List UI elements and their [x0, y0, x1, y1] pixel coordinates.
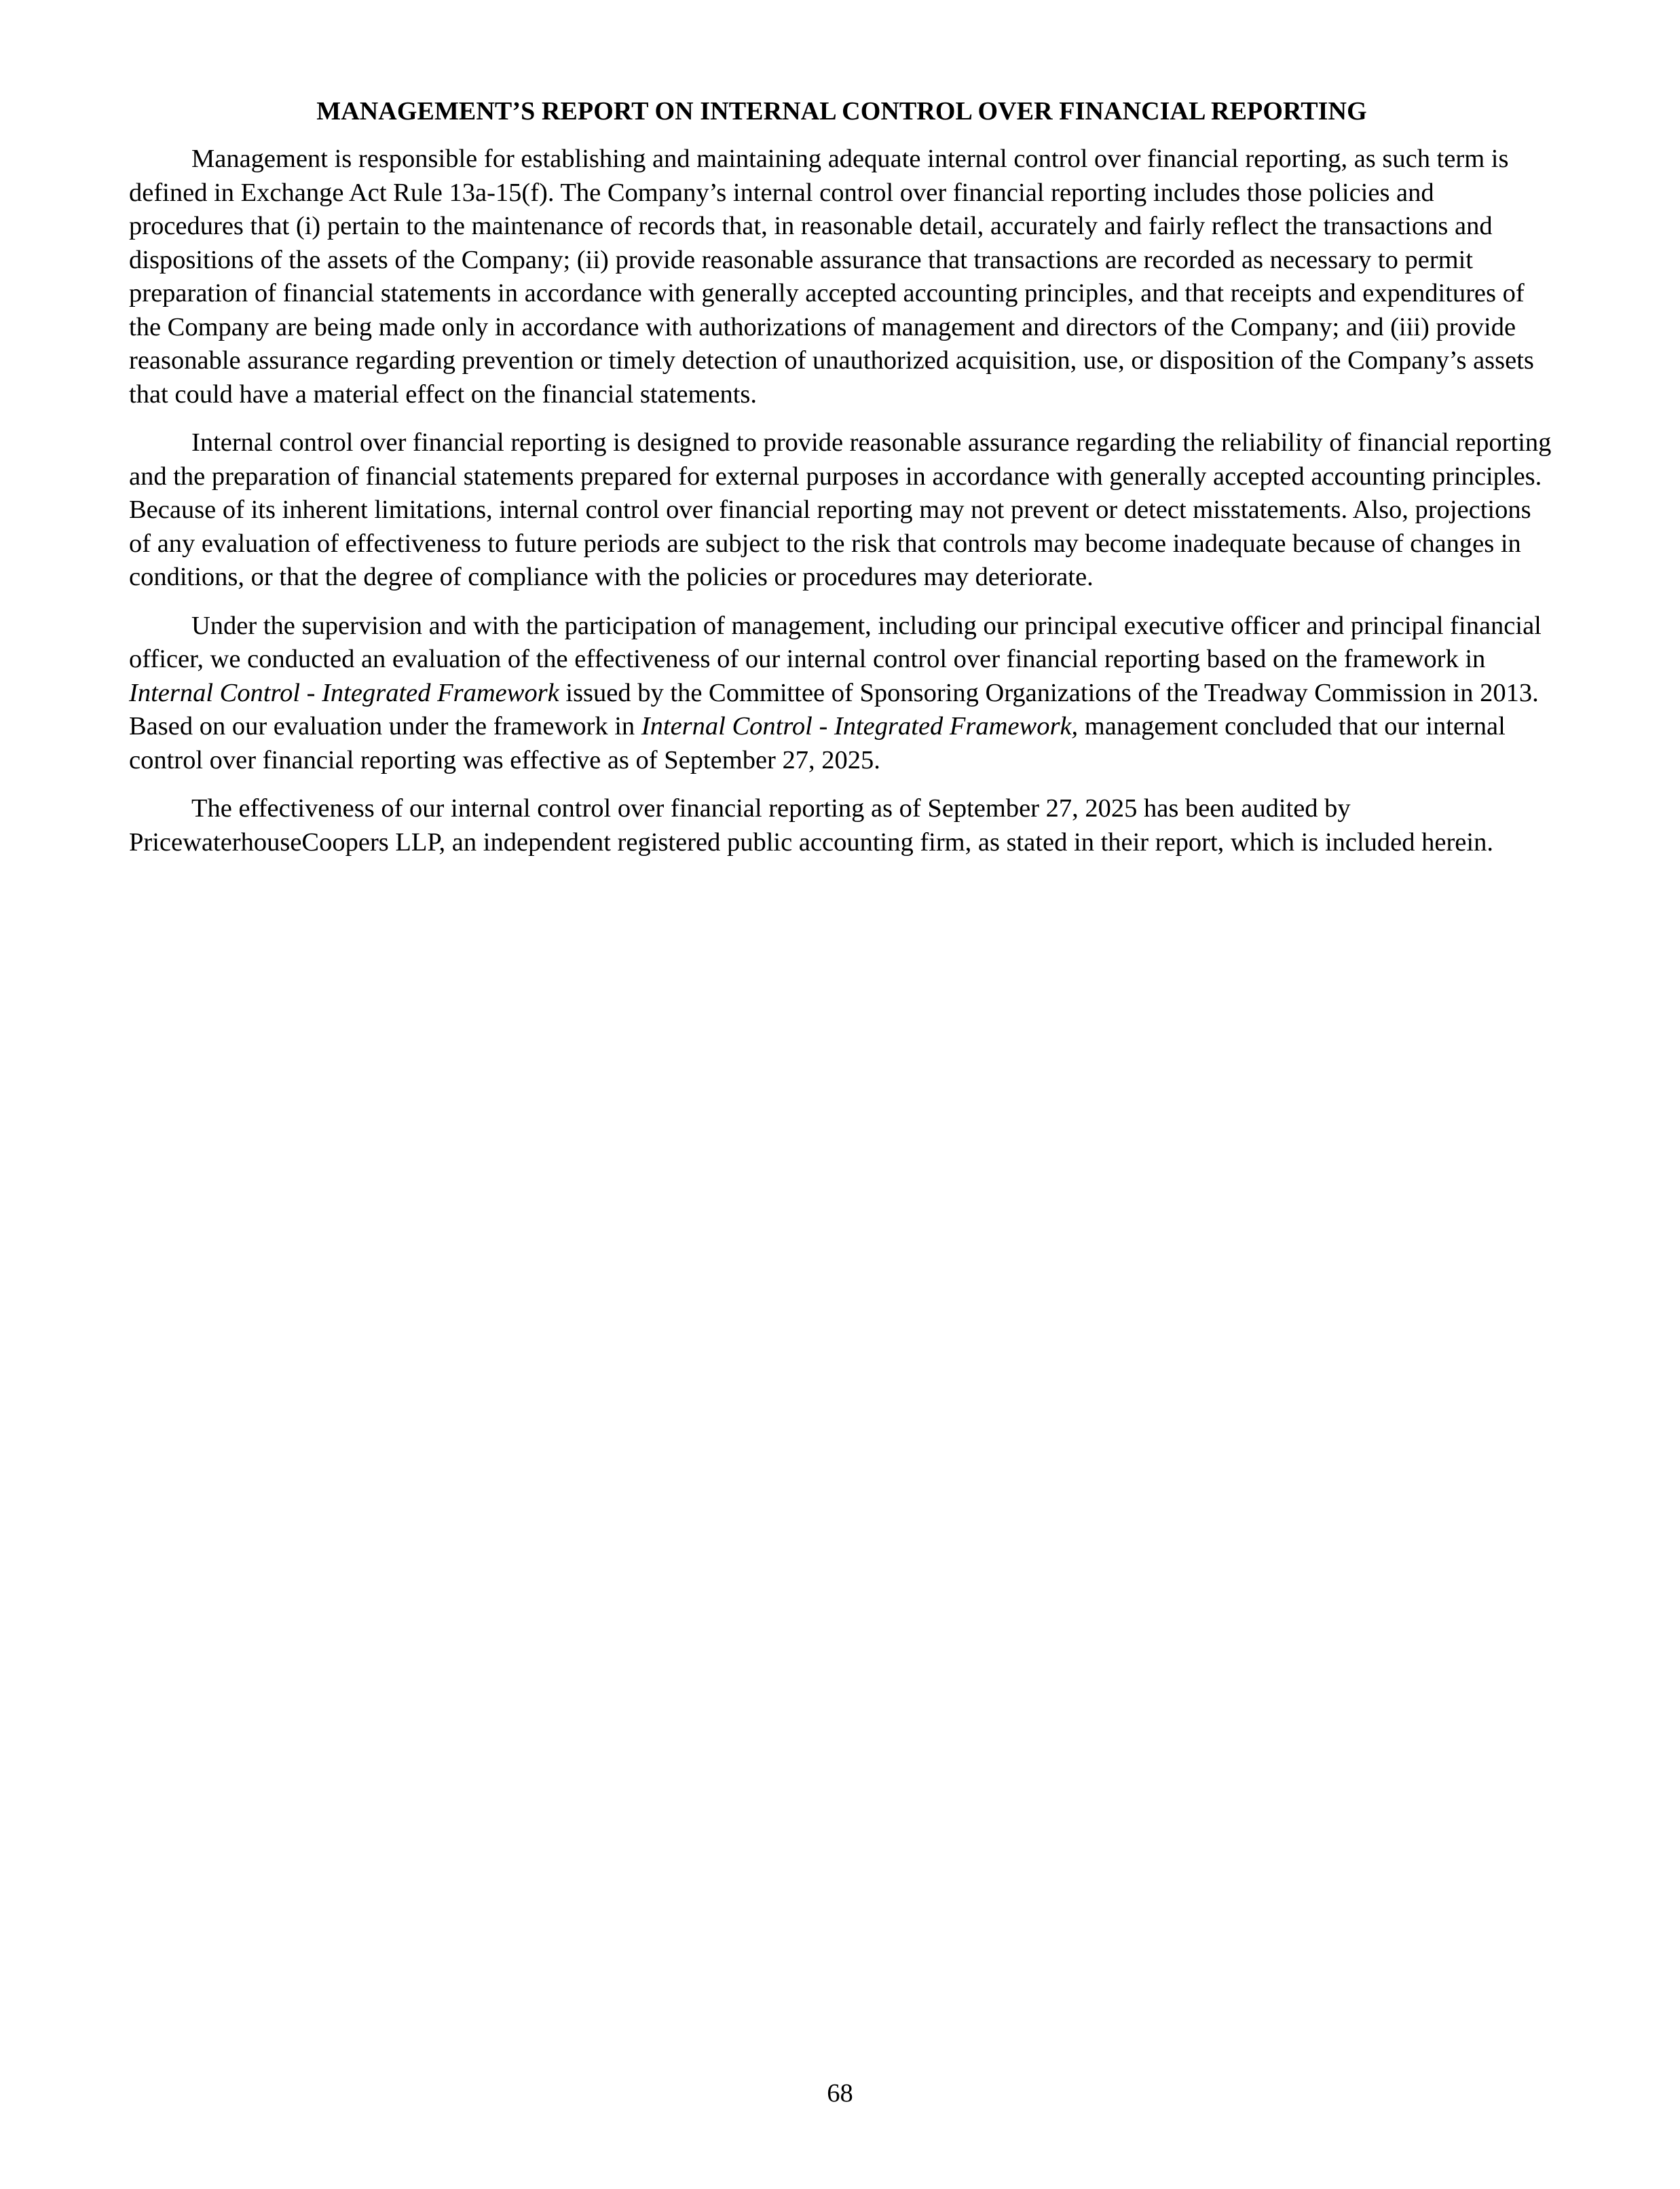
report-page [129, 95, 1554, 874]
paragraph-evaluation [129, 610, 1554, 778]
framework-name-1: Internal Control - Integrated Framework [129, 678, 559, 707]
paragraph-responsibility: Management is responsible for establishing and maintaining adequate internal control over financial reporting, as such term is defined in Exchange Act Rule 13a-15(f). The Company’s internal control over financial reporting includes those policies and procedures that (i) pertain to the maintenance of records that, in reasonable detail, accurately and fairly reflect the transactions and dispositions of the assets of the Company; (ii) provide reasonable assurance that transactions are recorded as necessary to permit preparation of financial statements in accordance with generally accepted accounting principles, and that receipts and expenditures of the Company are being made only in accordance with authorizations of management and directors of the Company; and (iii) provide reasonable assurance regarding prevention or timely detection of unauthorized acquisition, use, or disposition of the Company’s assets that could have a material effect on the financial statements. [129, 145, 1534, 409]
framework-name-2: Internal Control - Integrated Framework, [641, 712, 1079, 741]
evaluation-text-2: issued by the Committee of Sponsoring Organizations of the Treadway Commission in 2013. Based on our evaluation under the framework in [129, 678, 1539, 741]
paragraph-limitations: Internal control over financial reporting is designed to provide reasonable assurance regarding the reliability of financial reporting and the preparation of financial statements prepared for external purposes in accordance with generally accepted accounting principles. Because of its inherent limitations, internal control over financial reporting may not prevent or detect misstatements. Also, projections of any evaluation of effectiveness to future periods are subject to the risk that controls may become inadequate because of changes in conditions, or that the degree of compliance with the policies or procedures may deteriorate. [129, 428, 1552, 591]
page-number: 68 [827, 2079, 853, 2108]
paragraph-audit: The effectiveness of our internal control over financial reporting as of September 27, 2025 has been audited by PricewaterhouseCoopers LLP, an independent registered public accounting firm, as stated in their report, which is included herein. [129, 794, 1493, 857]
evaluation-text-1: Under the supervision and with the participation of management, including our principal executive officer and principal financial officer, we conducted an evaluation of the effectiveness of our internal control over financial reporting based on the framework in [129, 611, 1542, 673]
evaluation-text-3: management concluded that our internal control over financial reporting was effective as of September 27, 2025. [129, 712, 1506, 774]
report-title: MANAGEMENT’S REPORT ON INTERNAL CONTROL OVER FINANCIAL REPORTING [316, 97, 1367, 126]
